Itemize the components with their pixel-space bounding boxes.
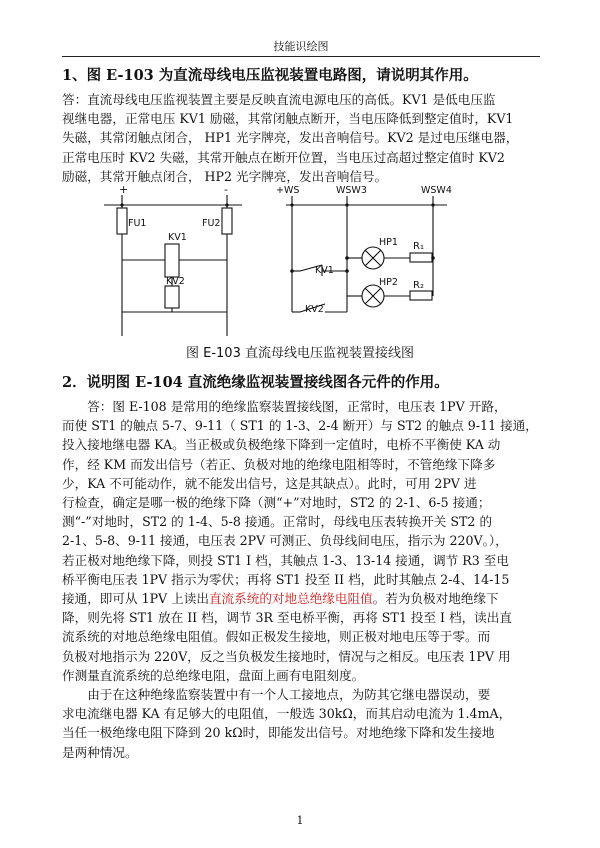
kv2-contact-label: KV2 (305, 304, 324, 315)
relay-kv2-coil (165, 286, 179, 308)
answer-line: 投入接地继电器 KA。当正极或负极绝缘下降到一定值时，电桥不平衡使 KA 动 (62, 437, 501, 453)
hp2-label: HP2 (379, 277, 398, 288)
resistor-r1 (410, 253, 432, 262)
resistor-r2 (410, 291, 432, 300)
answer-line: 作，经 KM 而发出信号（若正、负极对地的绝缘电阻相等时，不管绝缘下降多 (62, 456, 496, 472)
answer-line: 负极对地指示为 220V，反之当负极发生接地时，情况与之相反。电压表 1PV 用 (62, 648, 511, 664)
fuse-fu1 (117, 208, 127, 234)
answer-line: 若正极对地绝缘下降，则投 ST1 I 档，其触点 1-3、13-14 接通，调节 R3 至电 (62, 552, 509, 568)
answer-line: 流系统的对地总绝缘电阻值。假如正极发生接地，则正极对地电压等于零。而 (62, 629, 491, 645)
kv1-contact-label: KV1 (315, 265, 334, 276)
answer-line-with-highlight (62, 589, 542, 608)
page-header: 技能识绘图 (273, 40, 329, 53)
wsw4-label: WSW4 (421, 185, 452, 196)
question-1-title: 1、图 E-103 为直流母线电压监视装置电路图，请说明其作用。 (62, 67, 478, 84)
answer-line: 由于在这种绝缘监察装置中有一个人工接地点，为防其它继电器误动，要 (62, 687, 491, 703)
fu1-label: FU1 (128, 218, 147, 229)
answer-line: 视继电器，正常电压 KV1 励磁，其常闭触点断开，当电压降低到整定值时，KV1 (62, 111, 514, 127)
plus-label: + (119, 183, 129, 196)
question-2-answer (62, 397, 542, 762)
answer-line: 当任一极绝缘电阻下降到 20 kΩ时，即能发出信号。对地绝缘下降和发生接地 (62, 725, 495, 741)
diagram-caption: 图 E-103 直流母线电压监视装置接线图 (186, 346, 414, 361)
answer-line: 作测量直流系统的总绝缘电阻，盘面上画有电阻刻度。 (62, 667, 365, 683)
answer-line: 答：图 E-108 是常用的绝缘监察装置接线图，正常时，电压表 1PV 开路， (62, 399, 507, 414)
r1-label: R₁ (413, 241, 424, 252)
r2-label: R₂ (413, 280, 424, 291)
line-start: 接通，即可从 1PV 上读出 (62, 591, 209, 607)
answer-line: 而使 ST1 的触点 5-7、9-11（ ST1 的 1-3、2-4 断开）与 ST2 的触点 9-11 接通， (62, 418, 538, 434)
answer-line: 降，则先将 ST1 放在 II 档，调节 3R 至电桥平衡，再将 ST1 投至 I 档，读出直 (62, 610, 512, 626)
answer-line: 失磁，其常闭触点闭合， HP1 光字牌亮，发出音响信号。KV2 是过电压继电器， (62, 130, 519, 146)
question-2-title: 2．说明图 E-104 直流绝缘监视装置接线图各元件的作用。 (62, 374, 449, 391)
fu2-label: FU2 (202, 218, 221, 229)
answer-line: 求电流继电器 KA 有足够大的电阻值，一般选 30kΩ，而其启动电流为 1.4mA， (62, 706, 512, 722)
answer-line: 励磁，其常开触点闭合， HP2 光字牌亮，发出音响信号。 (62, 168, 388, 184)
highlighted-text: 直流系统的对地总绝缘电阻值 (208, 591, 373, 607)
kv1-label: KV1 (168, 232, 187, 243)
line-end: 。若为负极对地绝缘下 (372, 591, 499, 607)
relay-kv1-coil (165, 244, 179, 277)
fuse-fu2 (222, 208, 232, 234)
answer-line: 答：直流母线电压监视装置主要是反映直流电源电压的高低。KV1 是低电压监 (62, 92, 496, 107)
page-number: 1 (296, 814, 304, 827)
answer-line: 桥平衡电压表 1PV 指示为零伏；再将 ST1 投至 II 档，此时其触点 2-4、14-15 (62, 571, 510, 587)
answer-line: 是两种情况。 (62, 744, 138, 760)
kv2-label: KV2 (166, 276, 185, 287)
answer-line: 行检查，确定是哪一极的绝缘下降（测“+”对地时，ST2 的 2-1、6-5 接通； (62, 495, 491, 511)
answer-line: 测“-”对地时，ST2 的 1-4、5-8 接通。正常时，母线电压表转换开关 ST2 的 (62, 514, 493, 530)
wsw3-label: WSW3 (336, 185, 367, 196)
ws-label: +WS (276, 185, 300, 196)
answer-line: 2-1、5-8、9-11 接通，电压表 2PV 可测正、负母线间电压，指示为 220V。）， (62, 533, 508, 549)
minus-label: - (224, 183, 228, 196)
hp1-label: HP1 (379, 237, 398, 248)
answer-line: 正常电压时 KV2 失磁，其常开触点在断开位置，当电压过高超过整定值时 KV2 (62, 149, 505, 165)
answer-line: 少，KA 不可能动作，就不能发出信号，这是其缺点）。此时，可用 2PV 进 (62, 475, 477, 491)
